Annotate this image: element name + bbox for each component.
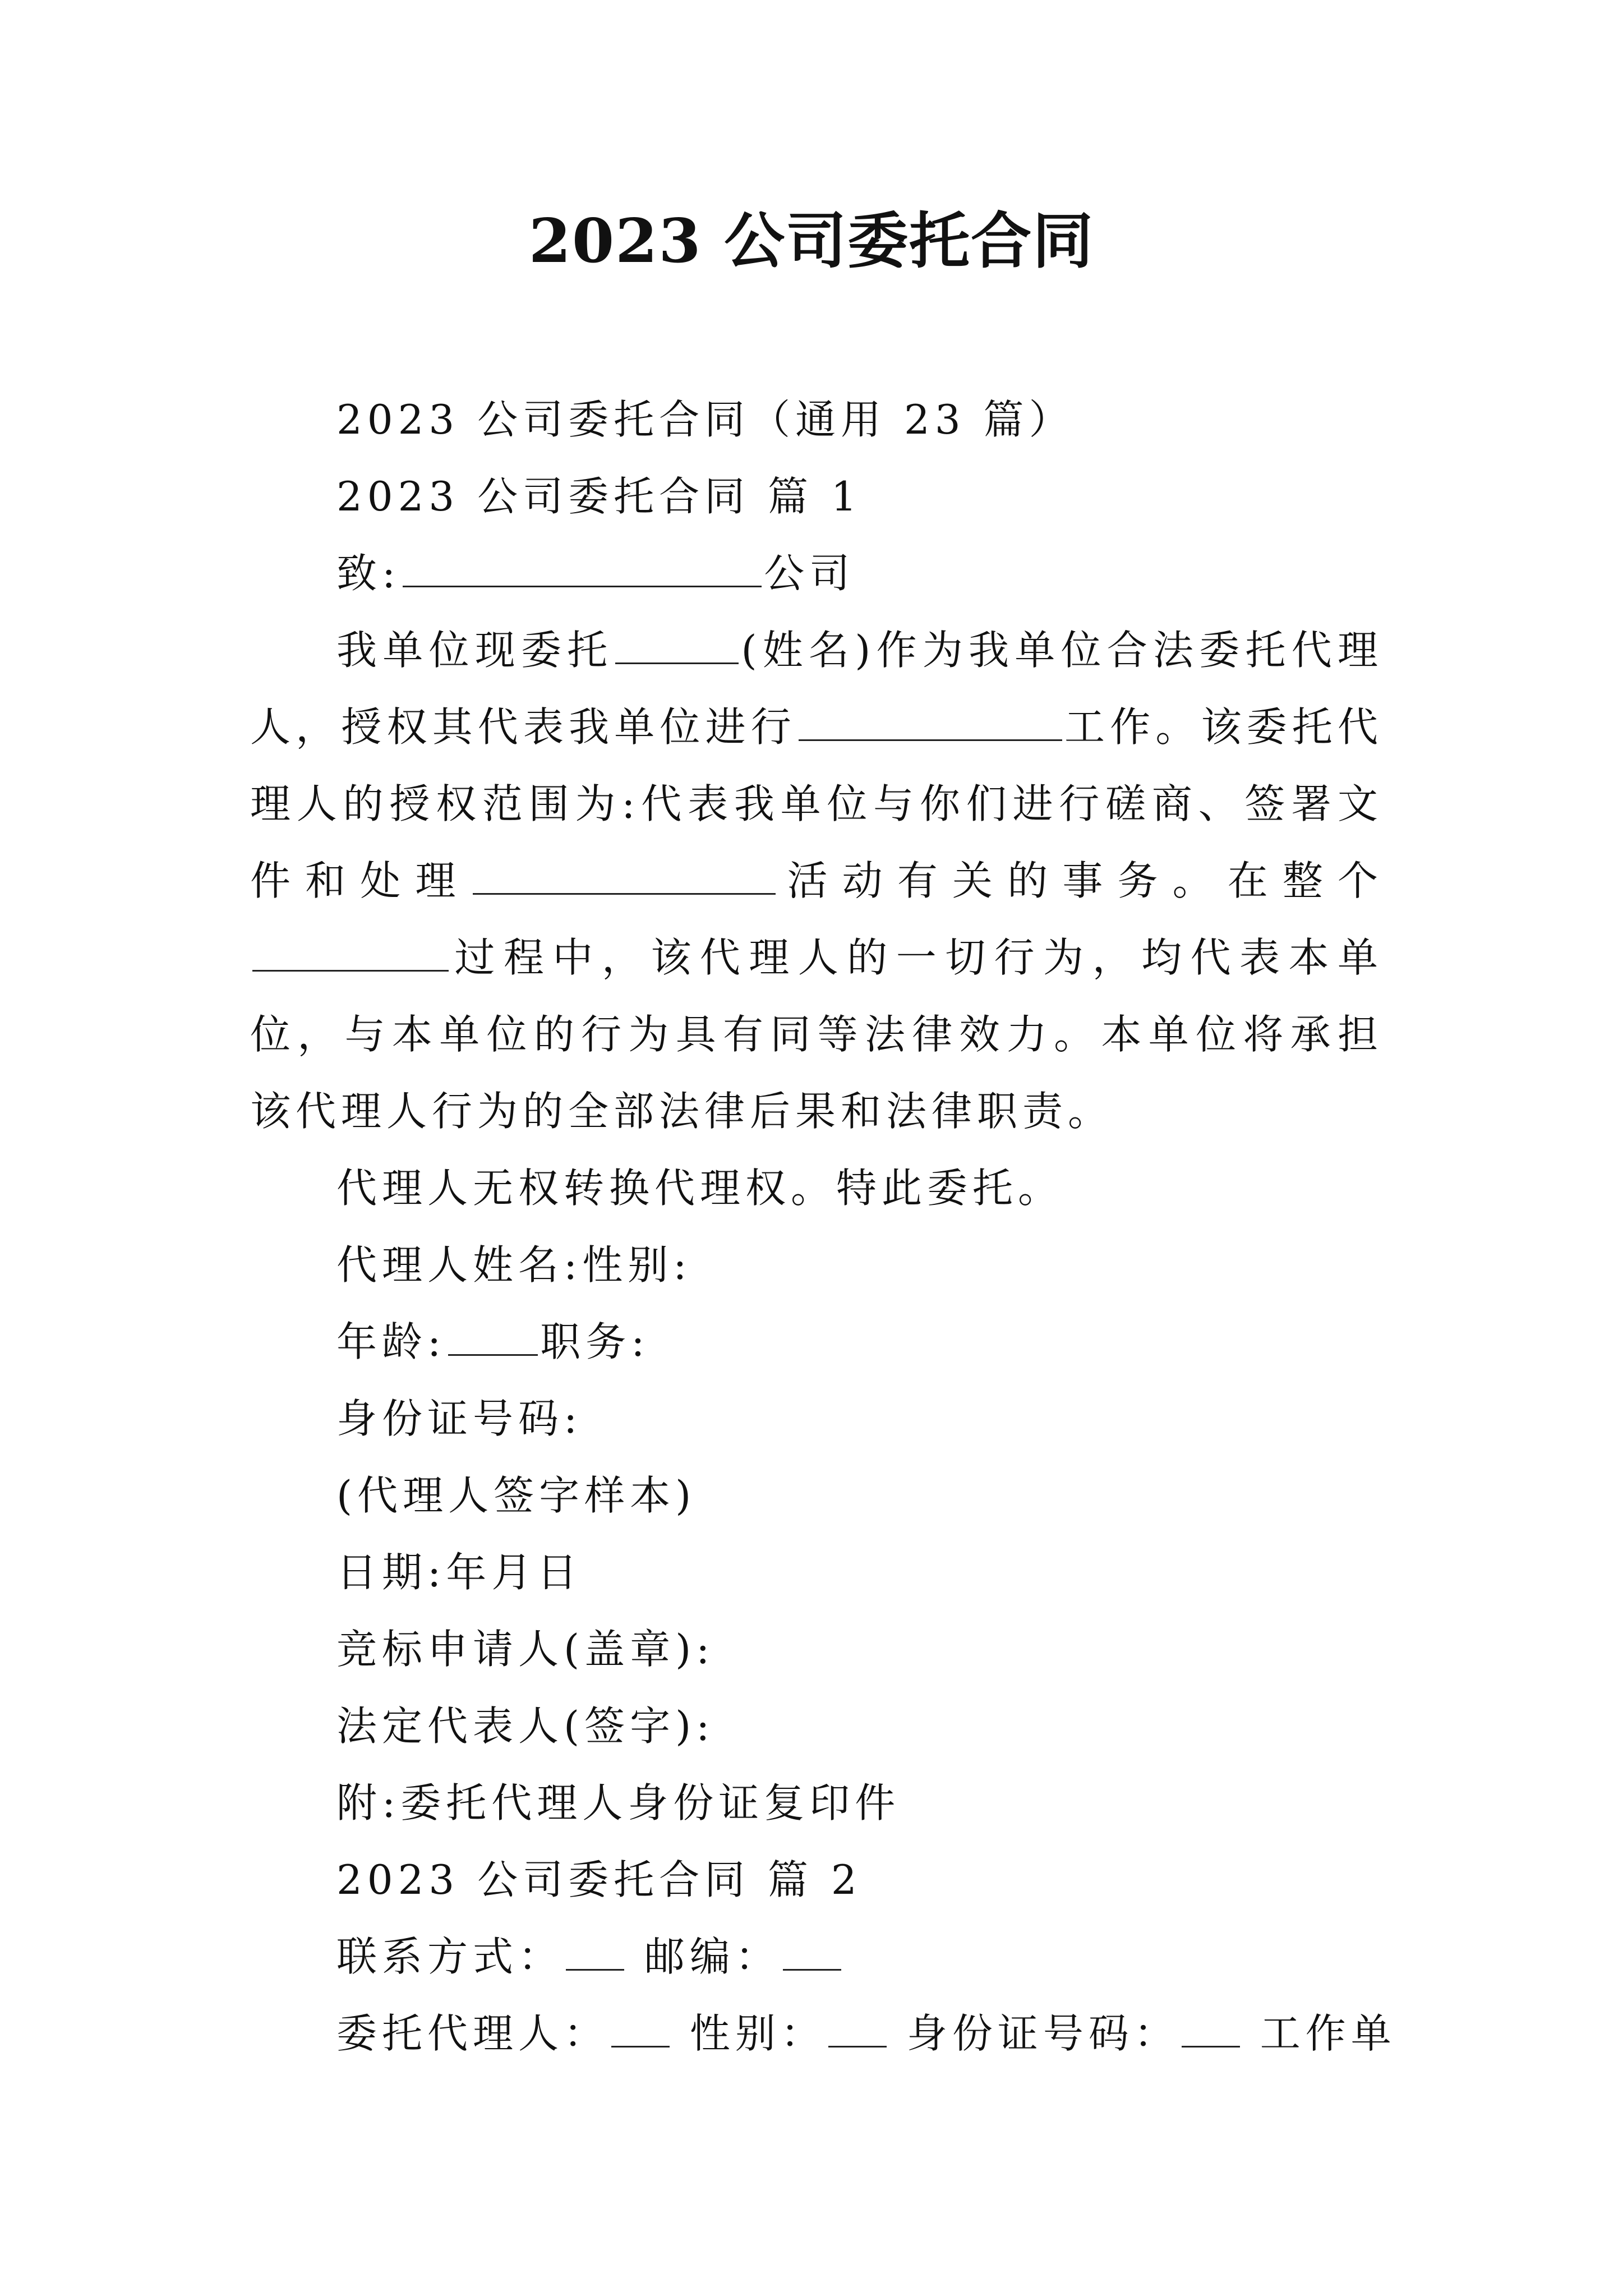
para1-part3: 工作。该委托代理人的授权范围为:代表我单位与你们进行磋商、签署文件和处理 <box>250 703 1383 904</box>
id-blank <box>1182 2012 1240 2047</box>
para1-part1: 我单位现委托 <box>336 627 614 674</box>
authorization-paragraph <box>250 612 1383 1150</box>
para1-part2: (姓名)作为我单位合法委托代理人，授权其代表我单位进行 <box>250 627 1383 751</box>
id-label: 身份证号码： <box>906 2010 1179 2057</box>
process-blank <box>252 936 449 972</box>
addressee-prefix: 致: <box>336 550 401 597</box>
agent-info-line <box>250 1995 1396 2072</box>
document-title: 2023 公司委托合同 <box>528 206 1095 277</box>
work-unit-label: 工作单 <box>1260 2010 1396 2057</box>
applicant-line: 竞标申请人(盖章): <box>336 1626 715 1673</box>
agent-label: 委托代理人： <box>336 2010 610 2057</box>
id-number-line: 身份证号码: <box>336 1395 583 1442</box>
document-subtitle: 2023 公司委托合同（通用 23 篇） <box>336 396 1075 443</box>
addressee-suffix: 公司 <box>764 550 855 597</box>
postcode-blank <box>783 1935 841 1971</box>
age-blank <box>448 1320 538 1356</box>
age-label: 年龄: <box>336 1318 446 1365</box>
agent-name-blank <box>615 629 739 664</box>
gender-blank <box>828 2012 887 2047</box>
para1-part5: 过程中，该代理人的一切行为，均代表本单位，与本单位的行为具有同等法律效力。本单位将承担该代理人行为的全部法律后果和法律职责。 <box>250 934 1383 1135</box>
para1-part4: 活动有关的事务。在整个 <box>777 857 1383 904</box>
attachment-line: 附:委托代理人身份证复印件 <box>336 1779 901 1826</box>
contact-blank <box>566 1935 624 1971</box>
agent-blank <box>611 2012 670 2047</box>
agent-name-gender-line: 代理人姓名:性别: <box>336 1241 692 1289</box>
contact-line <box>250 1918 1383 1995</box>
age-position-line <box>250 1304 1383 1381</box>
company-name-blank <box>403 552 762 587</box>
postcode-label: 邮编： <box>644 1933 781 1980</box>
activity-blank <box>473 859 776 895</box>
signature-sample-line: (代理人签字样本) <box>336 1472 697 1519</box>
position-label: 职务: <box>540 1318 650 1365</box>
section-2-heading: 2023 公司委托合同 篇 2 <box>336 1856 862 1903</box>
no-transfer-line: 代理人无权转换代理权。特此委托。 <box>336 1165 1064 1212</box>
date-line: 日期:年月日 <box>336 1549 583 1596</box>
work-blank <box>799 706 1062 741</box>
section-1-heading: 2023 公司委托合同 篇 1 <box>336 473 862 520</box>
contact-label: 联系方式： <box>336 1933 564 1980</box>
gender-label: 性别： <box>689 2010 826 2057</box>
document-body <box>250 381 1396 2072</box>
legal-rep-line: 法定代表人(签字): <box>336 1703 715 1750</box>
addressee-line <box>250 535 1383 612</box>
